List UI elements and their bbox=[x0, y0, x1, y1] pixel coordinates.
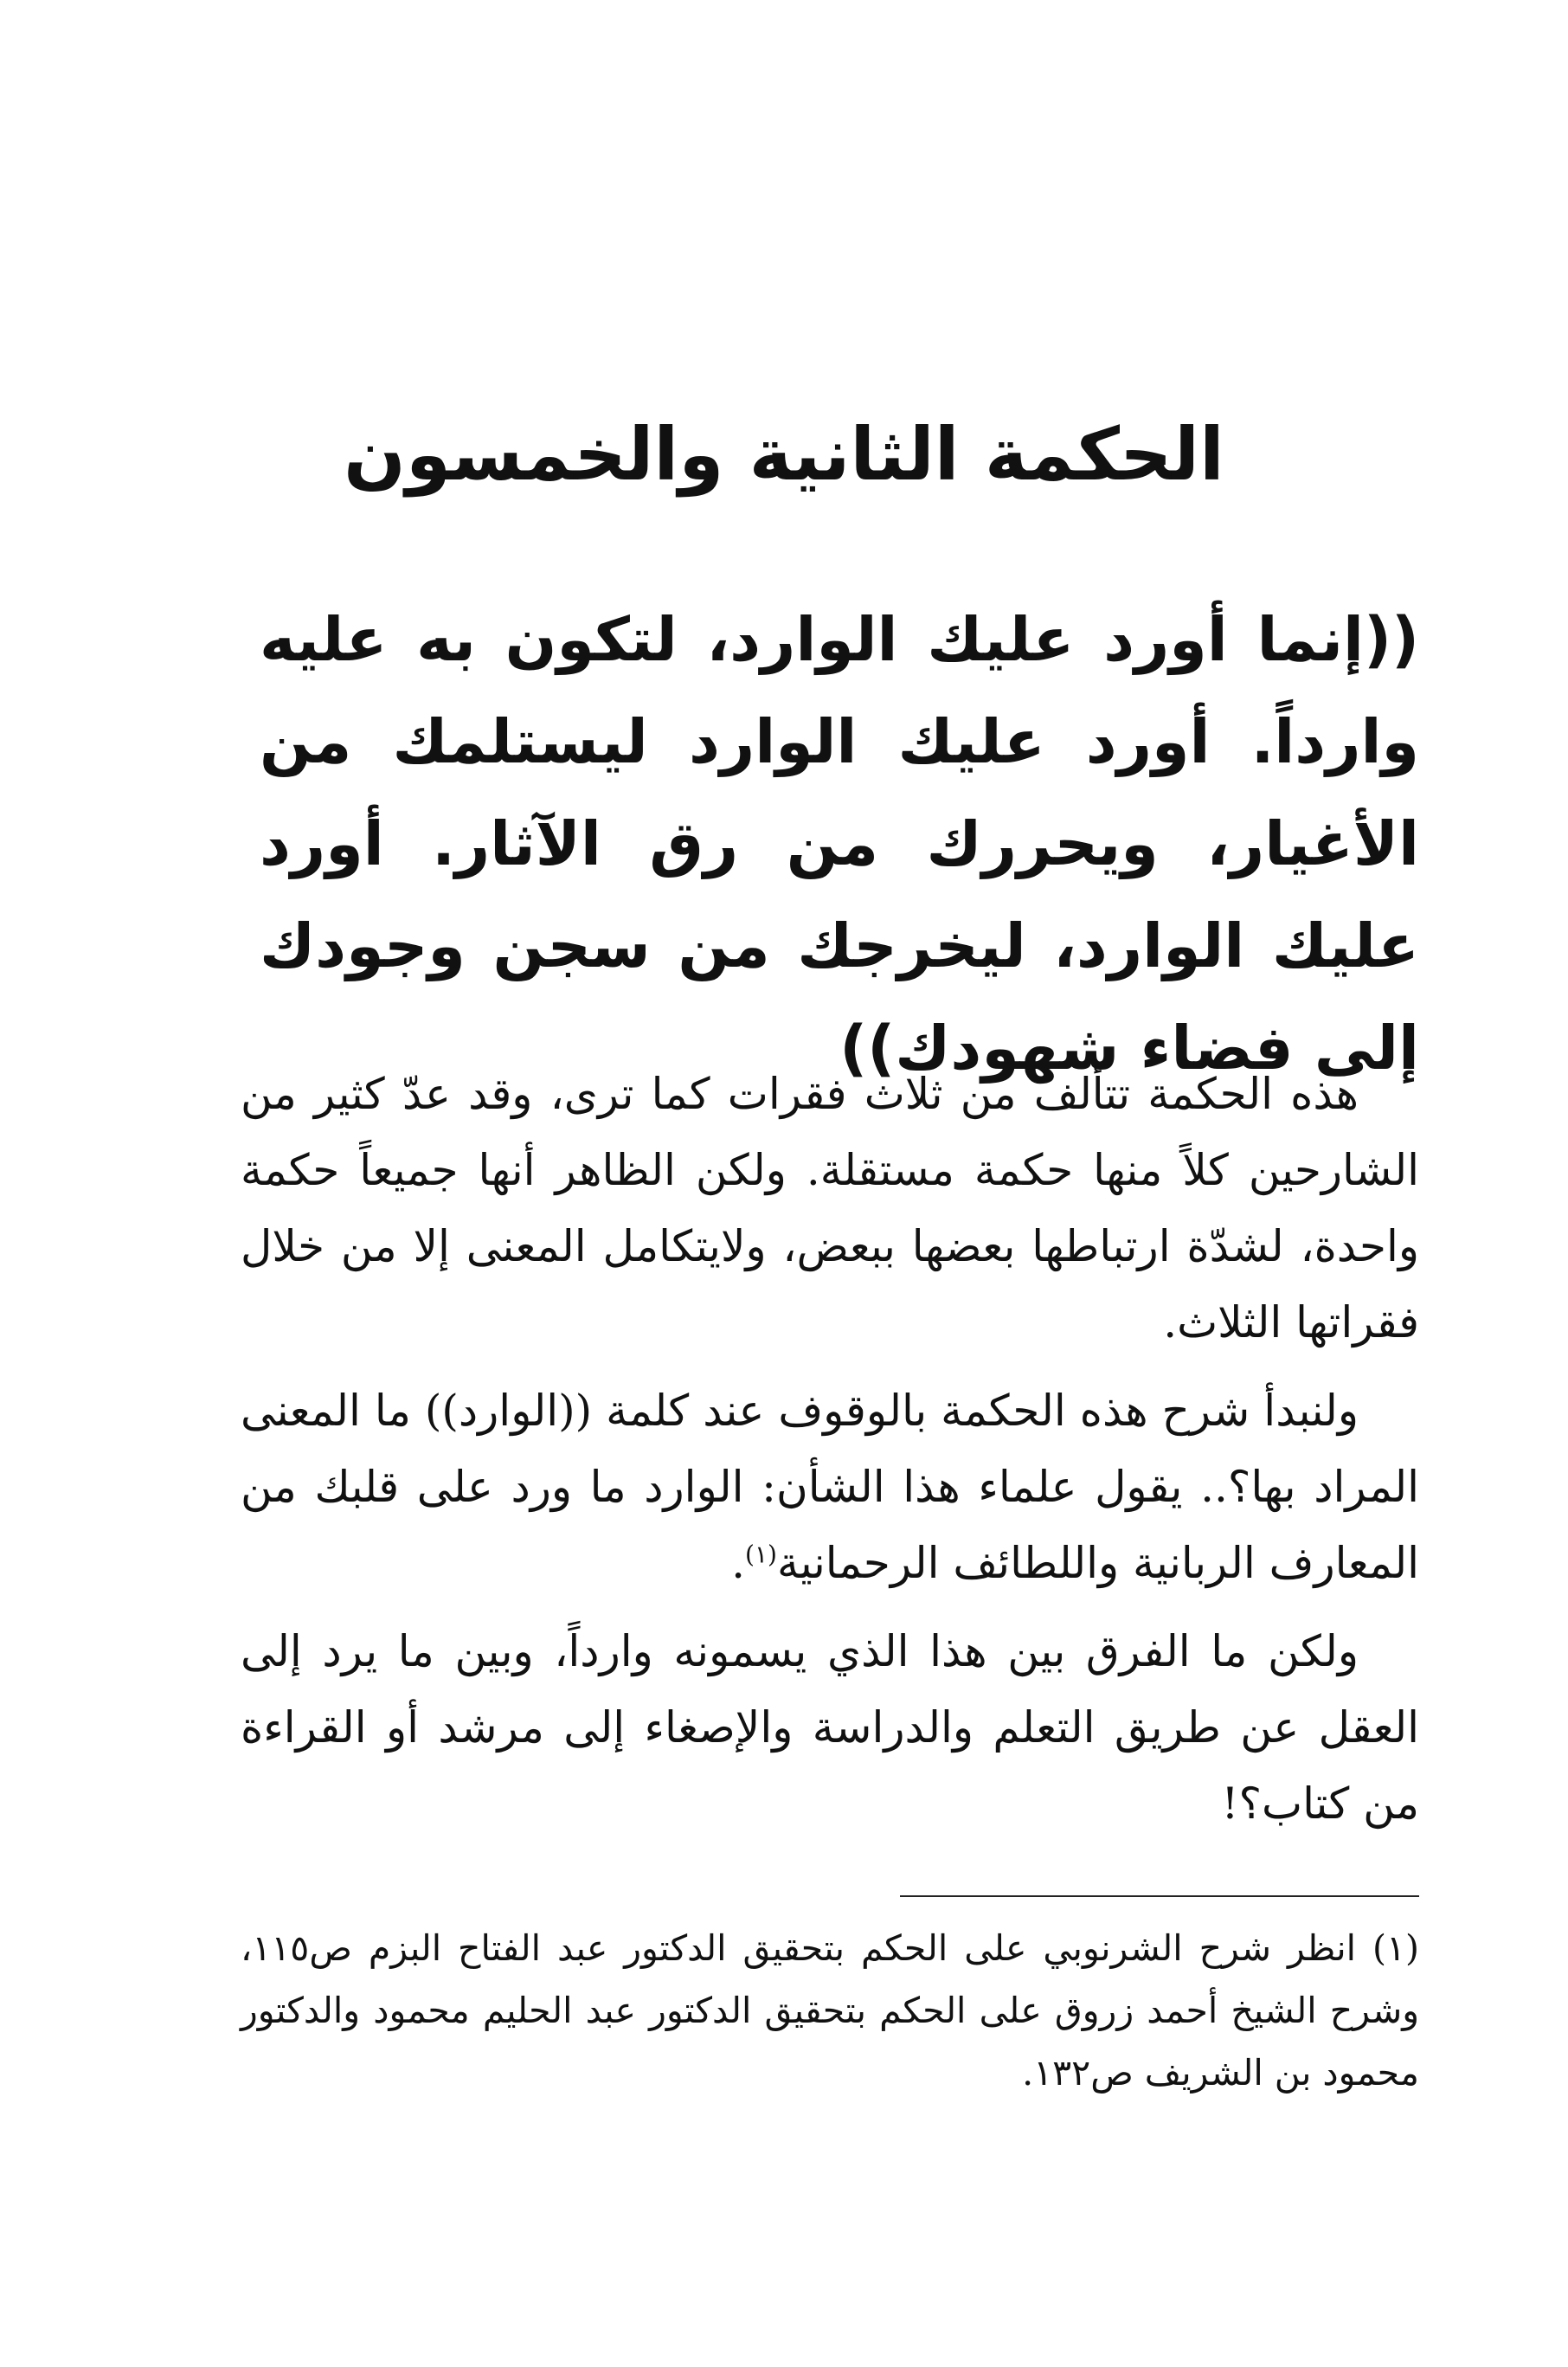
paragraph-2-end: . bbox=[731, 1538, 746, 1588]
paragraph-2 bbox=[241, 1373, 1419, 1601]
commentary-body bbox=[241, 1056, 1419, 1854]
footnote-reference: (١) bbox=[745, 1540, 777, 1569]
page-title: الحكمة الثانية والخمسون bbox=[344, 412, 1224, 497]
paragraph-2-text: ولنبدأ شرح هذه الحكمة بالوقوف عند كلمة ((الوارد)) ما المعنى المراد بها؟.. يقول علماء هذا الشأن: الوارد ما ورد على قلبك من المعارف الربانية واللطائف الرحمانية bbox=[241, 1386, 1419, 1588]
paragraph-3: ولكن ما الفرق بين هذا الذي يسمونه وارداً، وبين ما يرد إلى العقل عن طريق التعلم والدراسة والإصغاء إلى مرشد أو القراءة من كتاب؟! bbox=[241, 1626, 1419, 1829]
hikma-quote: ((إنما أورد عليك الوارد، لتكون به عليه وارداً. أورد عليك الوارد ليستلمك من الأغيار، ويحررك من رق الآثار. أورد عليك الوارد، ليخرجك من سجن وجودك إلى فضاء شهودك)) bbox=[260, 604, 1419, 1084]
footnote-divider bbox=[900, 1895, 1419, 1897]
paragraph-1: هذه الحكمة تتألف من ثلاث فقرات كما ترى، وقد عدّ كثير من الشارحين كلاً منها حكمة مستقلة. ولكن الظاهر أنها جميعاً حكمة واحدة، لشدّة ارتباطها بعضها ببعض، ولايتكامل المعنى إلا من خلال فقراتها الثلاث. bbox=[241, 1069, 1419, 1348]
footnote: (١) انظر شرح الشرنوبي على الحكم بتحقيق الدكتور عبد الفتاح البزم ص١١٥، وشرح الشيخ أحمد زروق على الحكم بتحقيق الدكتور عبد الحليم محمود والدكتور محمود بن الشريف ص١٣٢. bbox=[241, 1927, 1419, 2094]
